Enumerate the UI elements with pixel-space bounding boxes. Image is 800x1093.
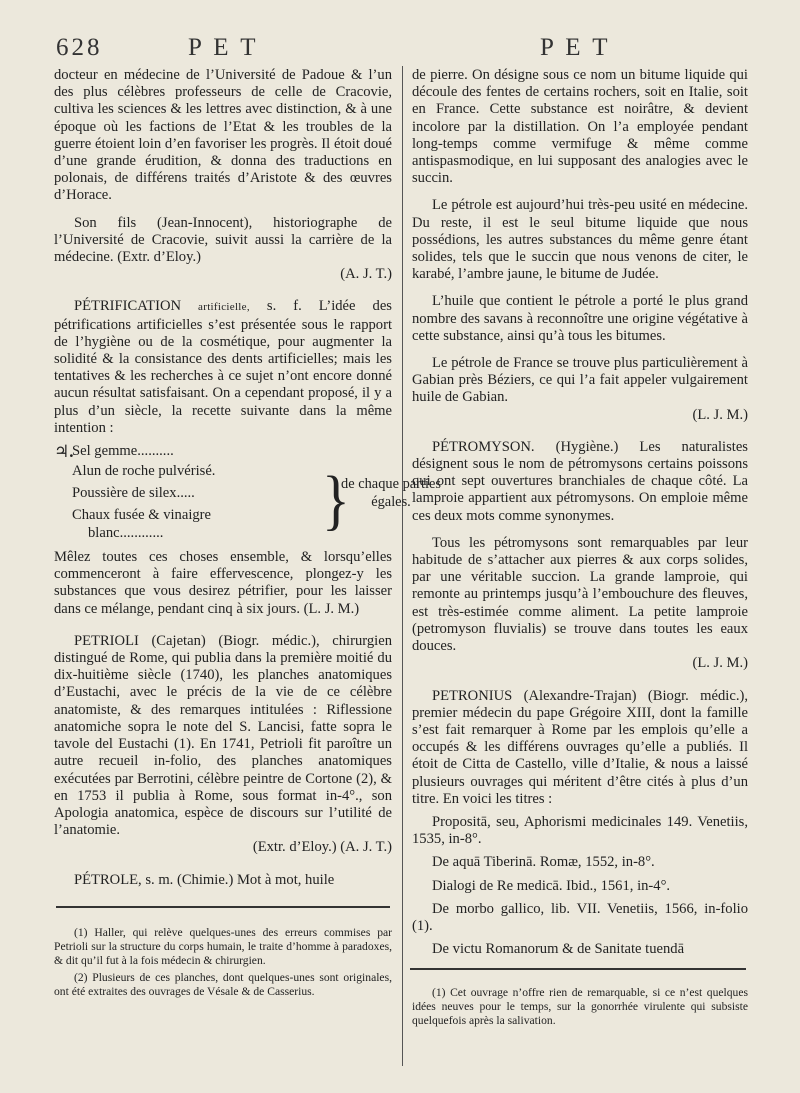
petrioli-entry: PETRIOLI (Cajetan) (Biogr. médic.), chirurgien distingué de Rome, qui publia dans la première moitié du dix-huitième siècle (1740), les planches anatomiques d’Eustachi, avec le précis de la vie de ce célèbre anatomiste, & des remarques intitulées : Riflessione anatomiche sopra le note del S. Lancisi, fatte sopra le tavole del Eustachi (1). En 1741, Petrioli fit paroître un autre recueil in-folio, des planches anatomiques exécutées par Berrotini, célèbre peintre de Cortone (2), & en 1753 il publia à Rome, sous format in-4°., son Apologia anatomica, espèce de discours sur l’utilité de l’anatomie. bbox=[54, 632, 392, 839]
paragraph: Le pétrole de France se trouve plus particulièrement à Gabian près Béziers, ce qui l’a fait appeler vulgairement huile de Gabian. bbox=[412, 355, 748, 406]
right-column bbox=[412, 67, 748, 958]
paragraph: Le pétrole est aujourd’hui très-peu usité en médecine. Du reste, il est le seul bitume liquide que nous possédions, les autres substances du même genre étant solides, tels que le succin que nous venons de citer, le karabé, l’ambre jaune, le bitume de Judée. bbox=[412, 197, 748, 283]
brace-icon: } bbox=[322, 462, 350, 538]
footnote: (2) Plusieurs de ces planches, dont quelques-unes sont originales, ont été extraites des ouvrages de Vésale & de Casserius. bbox=[54, 971, 392, 998]
signature: (A. J. T.) bbox=[340, 266, 392, 283]
page-number: 628 bbox=[56, 34, 103, 61]
recipe-symbol: ♃. bbox=[54, 442, 74, 462]
recipe-block bbox=[54, 442, 441, 543]
petrole-continuation: de pierre. On désigne sous ce nom un bitume liquide qui découle des fentes de certains rochers, soit en Italie, soit en France. Cette substance est noirâtre, & devient incolore par la distillation. On l’a employée pendant long-temps comme vermifuge & même comme antispasmodique, en lui supposant des analogies avec le succin. bbox=[412, 67, 748, 187]
work-title: Dialogi de Re medicā. Ibid., 1561, in-4°. bbox=[432, 877, 671, 894]
footnote: (1) Cet ouvrage n’offre rien de remarquable, si ce n’est quelques idées neuves pour le temps, sur la gonorrhée virulente qui subsiste quelquefois après la salivation. bbox=[412, 986, 748, 1027]
recipe-item: Poussière de silex..... bbox=[72, 485, 195, 502]
work-title: Propositā, seu, Aphorismi medicinales 149. Venetiis, 1535, in-8°. bbox=[412, 813, 748, 848]
recipe-proportion: de chaque parties égales. bbox=[341, 476, 441, 511]
signature: (L. J. M.) bbox=[692, 406, 748, 423]
right-running-title: P E T bbox=[540, 34, 611, 61]
recipe-item: blanc............ bbox=[88, 525, 164, 542]
paragraph: Tous les pétromysons sont remarquables par leur habitude de s’attacher aux pierres & aux corps solides, par une véritable succion. La grande lamproie, qui remonte au printemps jusqu’à l’embouchure des fleuves, est très-estimée comme aliment. La petite lamproie (petromyson fluvialis) se trouve dans toutes les eaux douces. bbox=[412, 534, 748, 655]
column-divider bbox=[402, 66, 403, 1066]
work-title: De morbo gallico, lib. VII. Venetiis, 1566, in-folio (1). bbox=[412, 900, 748, 934]
signature: (L. J. M.) bbox=[692, 655, 748, 672]
footnote: (1) Haller, qui relève quelques-unes des erreurs commises par Petrioli sur la structure du corps humain, le traite d’homme à paradoxes, & dit qu’il fut à la fois médecin & chirurgien. bbox=[54, 926, 392, 967]
left-footnotes bbox=[54, 926, 392, 1002]
entry-headword: PÉTRIFICATION bbox=[74, 298, 182, 315]
biography-continuation: docteur en médecine de l’Université de Padoue & l’un des plus célèbres professeurs de celle de Cracovie, cultiva les sciences & les lettres avec distinction, & à une époque où les factions de l’Etat & les troubles de la guerre étoient loin d’en favoriser les progrès. Il étoit doué d’une grande érudition, & donna des traductions en polonais, de différens traités d’Aristote & des œuvres d’Horace. bbox=[54, 67, 392, 204]
recipe-instructions: Mêlez toutes ces choses ensemble, & lorsqu’elles commenceront à faire effervescence, plongez-y les substances que vous desirez pétrifier, pour les laisser dans ce mélange, pendant cinq à six jours. (L. J. M.) bbox=[54, 549, 392, 617]
work-title: De victu Romanorum & de Sanitate tuendā bbox=[432, 941, 685, 958]
petronius-entry: PETRONIUS (Alexandre-Trajan) (Biogr. médic.), premier médecin du pape Grégoire XIII, dont la famille s’est fait remarquer à Rome par les emplois qu’elle a occupés & les différens ouvrages qu’elle a publiés. Il étoit de Citta de Castello, ville d’Italie, & nous a laissé plusieurs ouvrages qui méritent d’être cités à plus d’un titre. En voici les titres : bbox=[412, 687, 748, 807]
recipe-item: Chaux fusée & vinaigre bbox=[72, 507, 212, 524]
petromyson-entry: PÉTROMYSON. (Hygiène.) Les naturalistes désignent sous le nom de pétromysons certains poissons qui ont sept ouvertures branchiales de chaque côté. La lamproie appartient aux pétromysons. On emploie même ces deux mots comme synonymes. bbox=[412, 438, 748, 524]
recipe-item: Alun de roche pulvérisé. bbox=[72, 463, 216, 480]
left-column bbox=[54, 67, 441, 889]
biography-son: Son fils (Jean-Innocent), historiographe de l’Université de Cracovie, suivit aussi la carrière de la médecine. (Extr. d’Eloy.) bbox=[54, 214, 392, 266]
signature: (Extr. d’Eloy.) (A. J. T.) bbox=[252, 839, 392, 856]
left-running-title: P E T bbox=[188, 34, 259, 61]
entry-body: s. f. L’idée des pétrifications artificielles s’est présentée sous le rapport de l’hygiène ou de la cosmétique, pour augmenter la solidité & la consistance des dents artificielles; mais les tentatives & les recherches à ce sujet n’ont encore donné aucun résultat satisfaisant. On a cependant proposé, il y a plus d’un siècle, la recette suivante dans la même intention : bbox=[54, 298, 392, 436]
right-footnotes bbox=[412, 986, 748, 1031]
paragraph: L’huile que contient le pétrole a porté le plus grand nombre des savans à reconnoître une origine végétative à cette substance, ainsi qu’à tous les bitumes. bbox=[412, 293, 748, 344]
footnote-rule-left bbox=[56, 906, 390, 908]
recipe-item: Sel gemme.......... bbox=[72, 443, 174, 460]
entry-qualifier: artificielle, bbox=[198, 301, 250, 314]
work-title: De aquā Tiberinā. Romæ, 1552, in-8°. bbox=[432, 854, 655, 871]
petrole-entry: PÉTROLE, s. m. (Chimie.) Mot à mot, huile bbox=[74, 871, 335, 888]
petrification-entry bbox=[54, 298, 392, 437]
footnote-rule-right bbox=[410, 968, 746, 970]
